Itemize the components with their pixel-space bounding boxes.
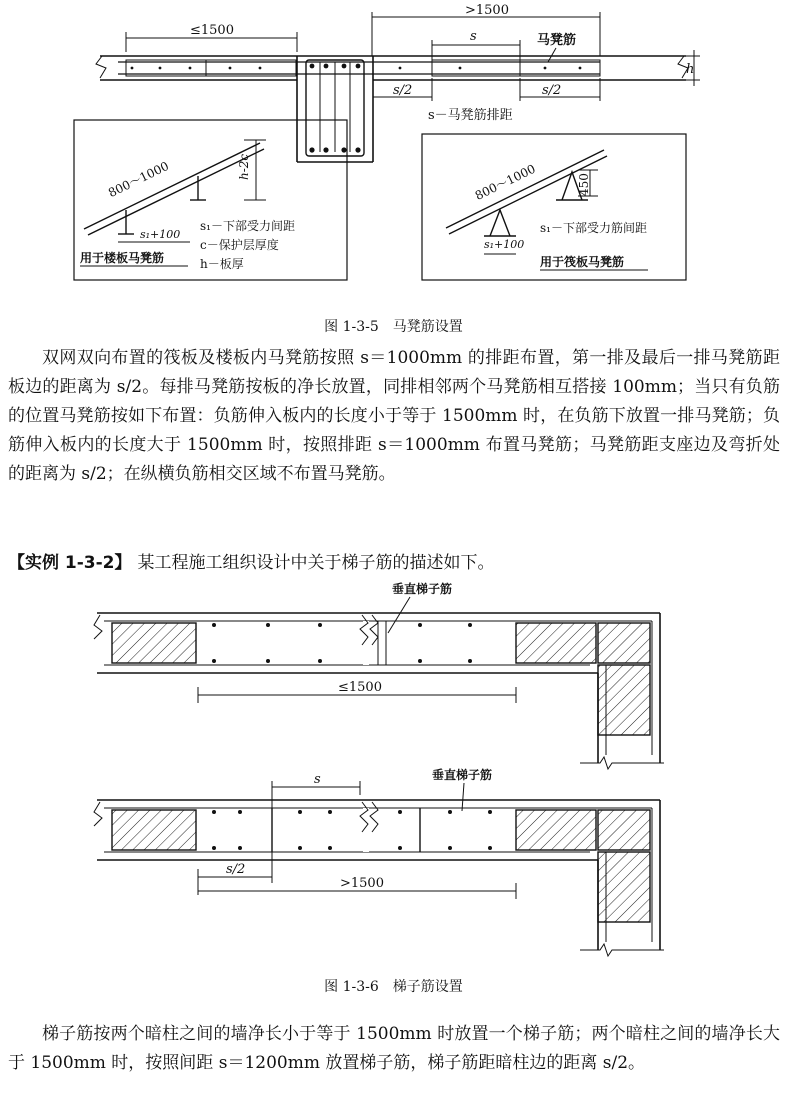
bottom-dim-s2: s/2 [226, 862, 246, 877]
bottom-dim-s: s [314, 772, 321, 787]
dim-le1500 [126, 23, 297, 52]
example-text: 某工程施工组织设计中关于梯子筋的描述如下。 [137, 553, 495, 573]
left-legend3: h－板厚 [200, 257, 244, 271]
left-dim-length: 800～1000 [106, 158, 172, 201]
left-legend2: c－保护层厚度 [200, 238, 279, 252]
beam-section [297, 56, 373, 162]
figure-1-3-6 [0, 575, 787, 965]
dim-s2-right-label: s/2 [542, 83, 562, 98]
right-dim-450: 450 [577, 173, 591, 196]
ladder-bottom-diagram [94, 767, 664, 956]
left-dim-h2c: h-2c [237, 153, 251, 180]
top-ladder-label: 垂直梯子筋 [392, 582, 453, 596]
paragraph-ladder-rebar-text: 梯子筋按两个暗柱之间的墙净长小于等于 1500mm 时放置一个梯子筋；两个暗柱之间的墙净长大于 1500mm 时，按照间距 s＝1200mm 放置梯子筋，梯子筋距暗柱边的距离 s/2。 [8, 1024, 780, 1073]
right-legend1: s₁－下部受力筋间距 [540, 221, 647, 235]
inset-raft-slab-chair [422, 134, 686, 280]
label-mdj: 马凳筋 [537, 33, 577, 48]
right-dim-length: 800～1000 [472, 161, 538, 203]
left-legend1: s₁－下部受力间距 [200, 219, 295, 233]
note-spacing: s－马凳筋排距 [428, 108, 513, 123]
example-heading [8, 548, 495, 573]
bottom-dim-gt1500: >1500 [340, 876, 384, 891]
right-inset-title: 用于筏板马凳筋 [540, 255, 625, 269]
bottom-ladder-label: 垂直梯子筋 [432, 768, 493, 782]
dim-h-label: h [686, 62, 695, 77]
right-dim-s1: s₁+100 [484, 238, 525, 251]
dim-s2-left-label: s/2 [393, 83, 413, 98]
paragraph-ladder-rebar [8, 1020, 780, 1078]
left-inset-title: 用于楼板马凳筋 [80, 251, 165, 265]
dim-le1500-label: ≤1500 [190, 23, 234, 38]
figure-1-3-5-caption: 图 1-3-5 马凳筋设置 [324, 319, 463, 335]
slab-section [96, 56, 688, 80]
paragraph-chair-rebar [8, 344, 780, 489]
dim-s2-right [520, 78, 600, 101]
dim-gt1500 [372, 3, 600, 56]
example-tag: 【实例 1-3-2】 [8, 553, 132, 573]
paragraph-chair-rebar-text: 双网双向布置的筏板及楼板内马凳筋按照 s＝1000mm 的排距布置，第一排及最后一排马凳筋距板边的距离为 s/2。每排马凳筋按板的净长放置，同排相邻两个马凳筋相互搭接 100mm；当只有负筋的位置马凳筋按如下布置：负筋伸入板内的长度小于等于 1500mm 时，在负筋下放置一排马凳筋；负筋伸入板内的长度大于 1500mm 时，按照排距 s＝1000mm 布置马凳筋；马凳筋距支座边及弯折处的距离为 s/2；在纵横负筋相交区域不布置马凳筋。 [8, 348, 780, 484]
left-dim-s1: s₁+100 [140, 228, 181, 241]
dim-s-label: s [470, 29, 477, 44]
dim-s2-left [373, 78, 432, 101]
figure-1-3-6-caption: 图 1-3-6 梯子筋设置 [324, 979, 463, 995]
dim-gt1500-label: >1500 [465, 3, 509, 18]
top-dim-le1500: ≤1500 [338, 680, 382, 695]
figure-1-3-5 [0, 0, 787, 300]
ladder-top-diagram [94, 581, 664, 769]
